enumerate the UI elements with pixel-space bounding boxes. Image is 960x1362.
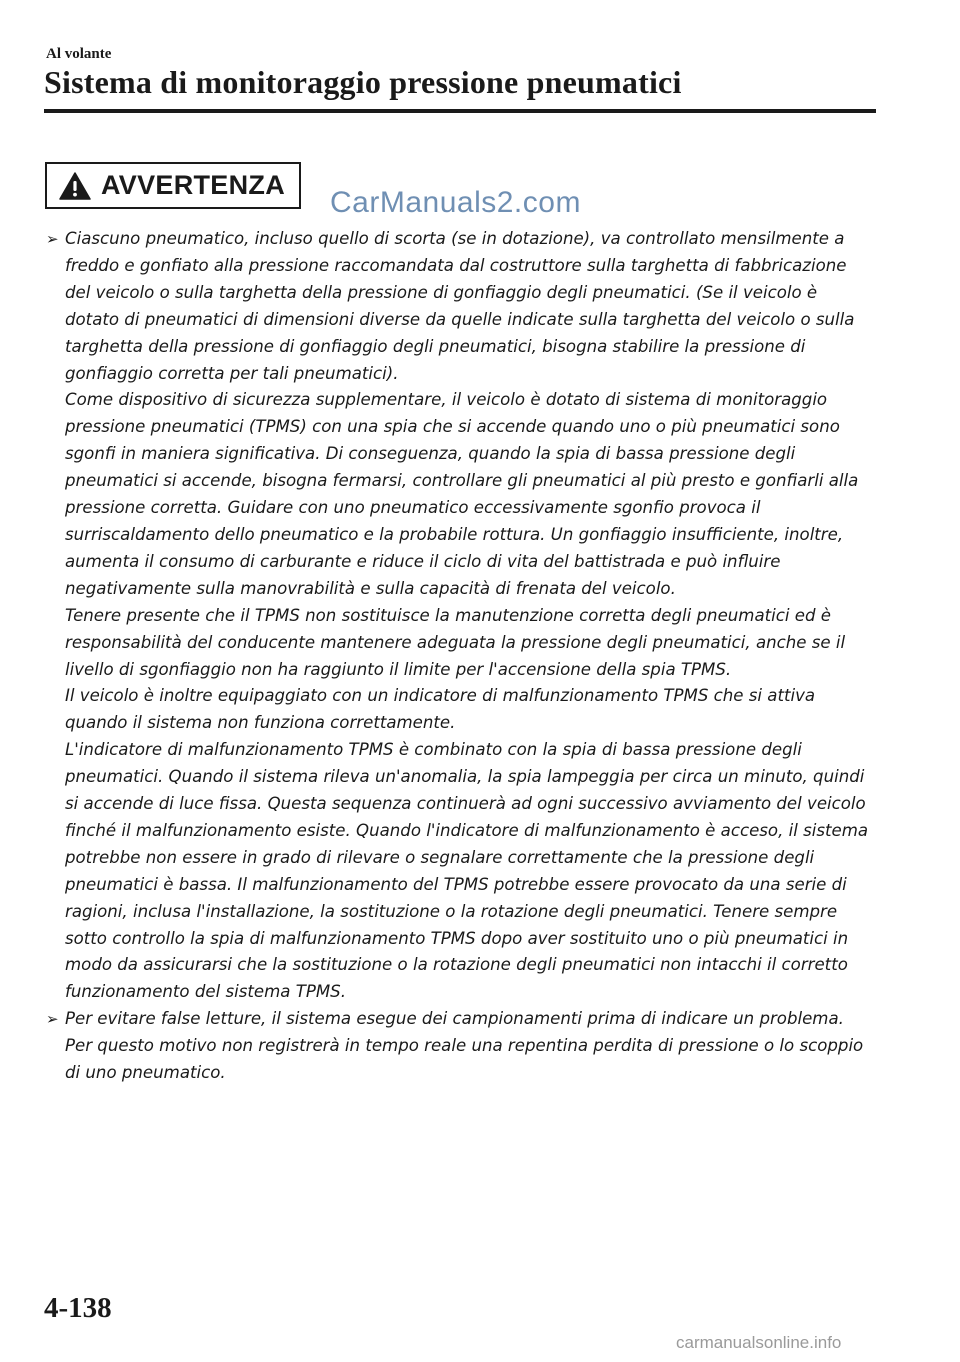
paragraph: Per evitare false letture, il sistema esegue dei campionamenti prima di indicare un problema. Per questo motivo non registrerà in tempo reale una repentina perdita di pressione o lo scoppio di uno pneumatico.: [65, 1009, 864, 1083]
paragraph: Tenere presente che il TPMS non sostituisce la manutenzione corretta degli pneumatici ed è responsabilità del conducente mantenere adeguata la pressione degli pneumatici, anche se il livello di sgonfiaggio non ha raggiunto il limite per l'accensione della spia TPMS.: [65, 605, 846, 679]
paragraph: Il veicolo è inoltre equipaggiato con un indicatore di malfunzionamento TPMS che si attiva quando il sistema non funziona correttamente.: [65, 686, 816, 733]
bullet-item: [46, 1006, 876, 1087]
section-label: Al volante: [46, 46, 112, 62]
bullet-item: [46, 226, 876, 1006]
watermark-top: CarManuals2.com: [330, 186, 581, 219]
paragraph: L'indicatore di malfunzionamento TPMS è combinato con la spia di bassa pressione degli pneumatici. Quando il sistema rileva un'anomalia, la spia lampeggia per circa un minuto, quindi si accende di luce fissa. Questa sequenza continuerà ad ogni successivo avviamento del veicolo finché il malfunzionamento esiste. Quando l'indicatore di malfunzionamento è acceso, il sistema potrebbe non essere in grado di rilevare o segnalare correttamente che la pressione degli pneumatici è bassa. Il malfunzionamento del TPMS potrebbe essere provocato da una serie di ragioni, inclusa l'installazione, la sostituzione o la rotazione degli pneumatici. Tenere sempre sotto controllo la spia di malfunzionamento TPMS dopo aver sostituito uno o più pneumatici in modo da assicurarsi che la sostituzione o la rotazione degli pneumatici non intacchi il corretto funzionamento del sistema TPMS.: [65, 740, 869, 1002]
page-title: Sistema di monitoraggio pressione pneumatici: [44, 64, 682, 100]
warning-content: [46, 226, 876, 1087]
bullet-body: [65, 1006, 876, 1087]
warning-label: AVVERTENZA: [101, 170, 286, 200]
watermark-bottom: carmanualsonline.info: [676, 1333, 842, 1352]
warning-box: [45, 162, 301, 209]
paragraph: Come dispositivo di sicurezza supplementare, il veicolo è dotato di sistema di monitoraggio pressione pneumatici (TPMS) con una spia che si accende quando uno o più pneumatici sono sgonfi in maniera significativa. Di conseguenza, quando la spia di bassa pressione degli pneumatici si accende, bisogna fermarsi, controllare gli pneumatici al più presto e gonfiarli alla pressione corretta. Guidare con uno pneumatico eccessivamente sgonfio provoca il surriscaldamento dello pneumatico e la probabile rottura. Un gonfiaggio insufficiente, inoltre, aumenta il consumo di carburante e riduce il ciclo di vita del battistrada e può influire negativamente sulla manovrabilità e sulla capacità di frenata del veicolo.: [65, 390, 859, 598]
warning-triangle-icon: [59, 172, 91, 200]
bullet-body: [65, 226, 876, 1006]
page-number: 4-138: [44, 1292, 112, 1324]
bullet-arrow-icon: ➢: [46, 1010, 59, 1029]
paragraph: Ciascuno pneumatico, incluso quello di scorta (se in dotazione), va controllato mensilmente a freddo e gonfiato alla pressione raccomandata dal costruttore sulla targhetta di fabbricazione del veicolo o sulla targhetta della pressione di gonfiaggio degli pneumatici. (Se il veicolo è dotato di pneumatici di dimensioni diverse da quelle indicate sulla targhetta del veicolo o sulla targhetta della pressione di gonfiaggio degli pneumatici, bisogna stabilire la pressione di gonfiaggio corretta per tali pneumatici).: [65, 229, 855, 383]
bullet-arrow-icon: ➢: [46, 230, 59, 248]
title-rule: [44, 109, 876, 113]
